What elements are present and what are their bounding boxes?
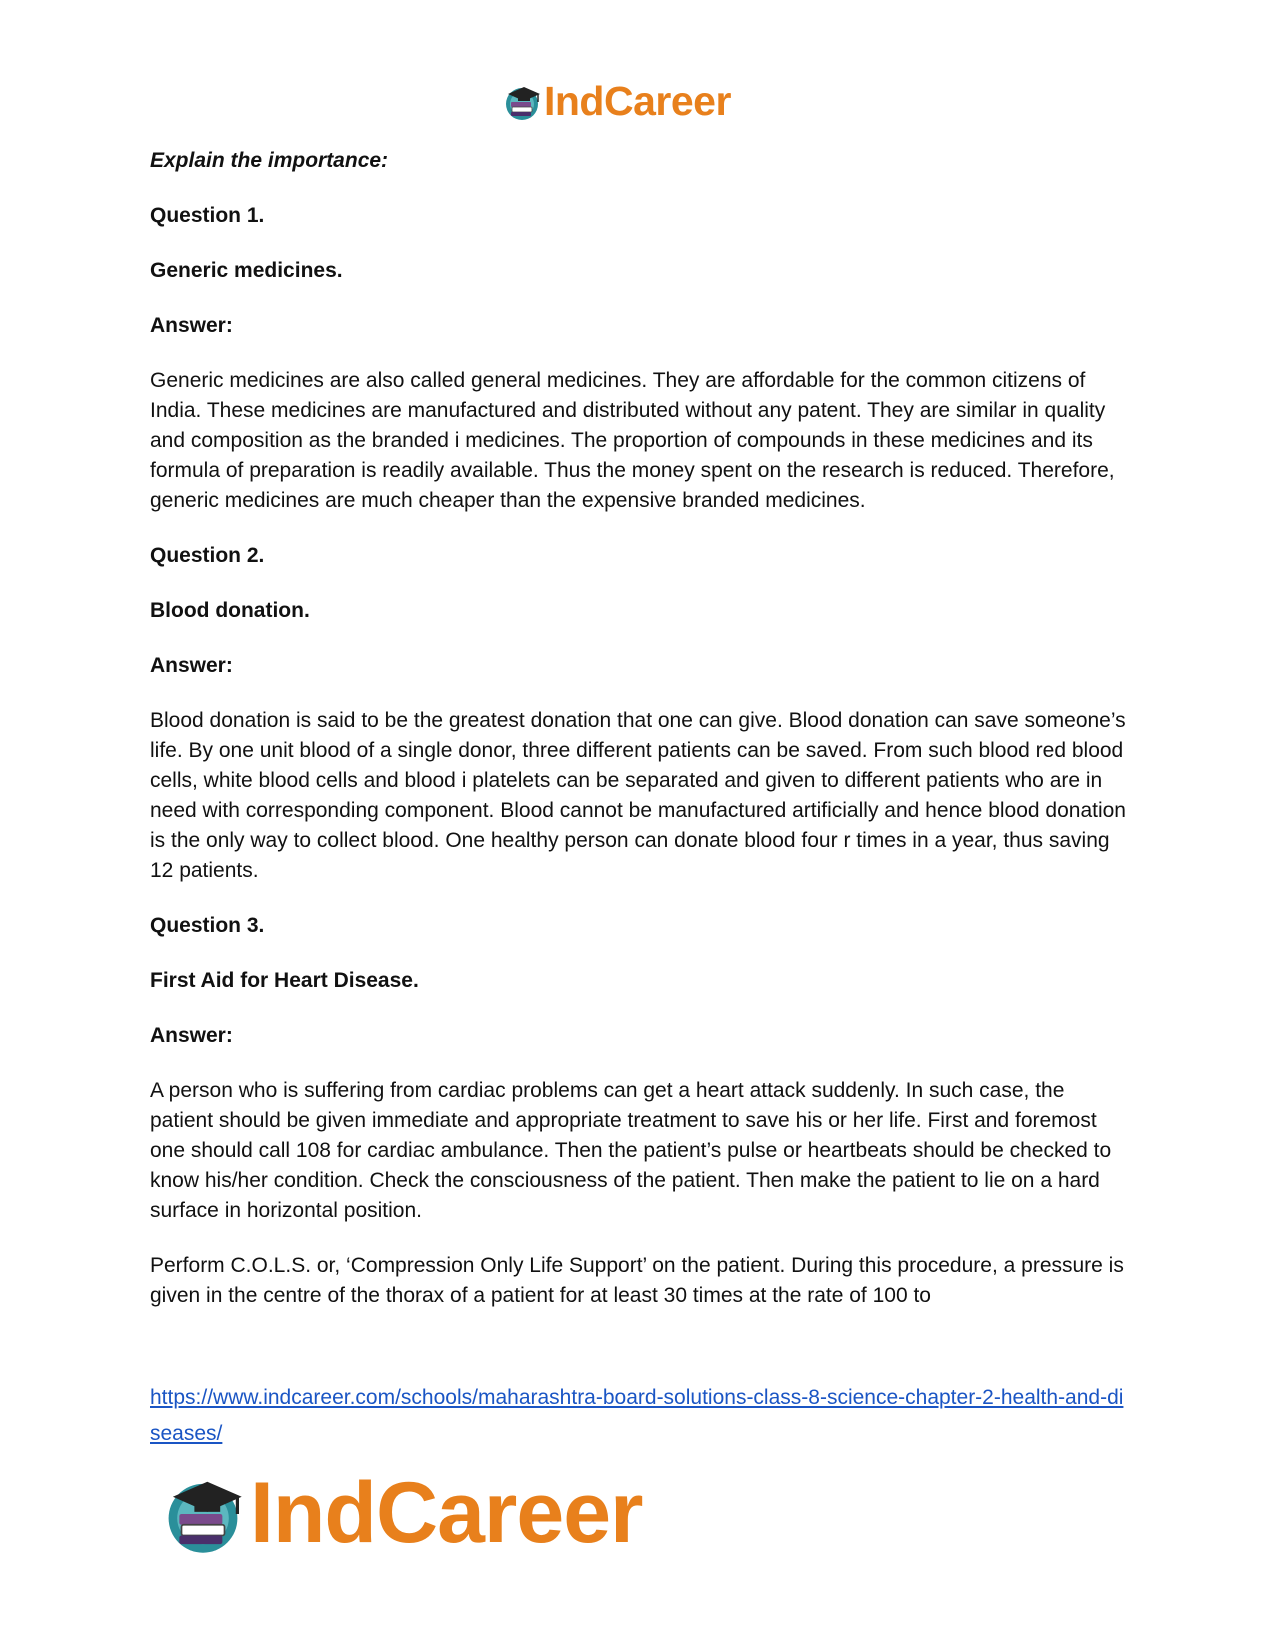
answer-label: Answer: [150, 314, 233, 337]
question-number: Question 2. [150, 544, 265, 567]
logo-wordmark: IndCareer [250, 1465, 643, 1561]
source-url-link[interactable]: https://www.indcareer.com/schools/maharashtra-board-solutions-class-8-science-chapter-2-health-and-diseases/ [150, 1386, 1124, 1445]
graduation-globe-icon [160, 1471, 246, 1557]
answer-paragraph: Perform C.O.L.S. or, ‘Compression Only Life Support’ on the patient. During this procedure, a pressure is given in the centre of the thorax of a patient for at least 30 times at the rate of 100 to [150, 1254, 1124, 1307]
question-number: Question 3. [150, 914, 265, 937]
graduation-globe-icon [502, 82, 542, 122]
answer-paragraph: Generic medicines are also called general medicines. They are affordable for the common citizens of India. These medicines are manufactured and distributed without any patent. They are similar in quality and composition as the branded i medicines. The proportion of compounds in these medicines and its formula of preparation is readily available. Thus the money spent on the research is reduced. Therefore, generic medicines are much cheaper than the expensive branded medicines. [150, 369, 1115, 512]
document-body [150, 146, 1130, 1311]
answer-label: Answer: [150, 1024, 233, 1047]
footer-logo [160, 1464, 643, 1563]
section-heading: Explain the importance: [150, 149, 389, 172]
answer-paragraph: A person who is suffering from cardiac problems can get a heart attack suddenly. In such case, the patient should be given immediate and appropriate treatment to save his or her life. First and foremost one should call 108 for cardiac ambulance. Then the patient’s pulse or heartbeats should be checked to know his/her condition. Check the consciousness of the patient. Then make the patient to lie on a hard surface in horizontal position. [150, 1079, 1112, 1222]
header-logo [502, 78, 731, 125]
logo-wordmark: IndCareer [544, 78, 731, 124]
answer-paragraph: Blood donation is said to be the greatest donation that one can give. Blood donation can save someone’s life. By one unit blood of a single donor, three different patients can be saved. From such blood red blood cells, white blood cells and blood i platelets can be separated and given to different patients who are in need with corresponding component. Blood cannot be manufactured artificially and hence blood donation is the only way to collect blood. One healthy person can donate blood four r times in a year, thus saving 12 patients. [150, 709, 1126, 882]
question-number: Question 1. [150, 204, 265, 227]
question-title: First Aid for Heart Disease. [150, 969, 419, 992]
question-title: Blood donation. [150, 599, 310, 622]
question-title: Generic medicines. [150, 259, 343, 282]
answer-label: Answer: [150, 654, 233, 677]
